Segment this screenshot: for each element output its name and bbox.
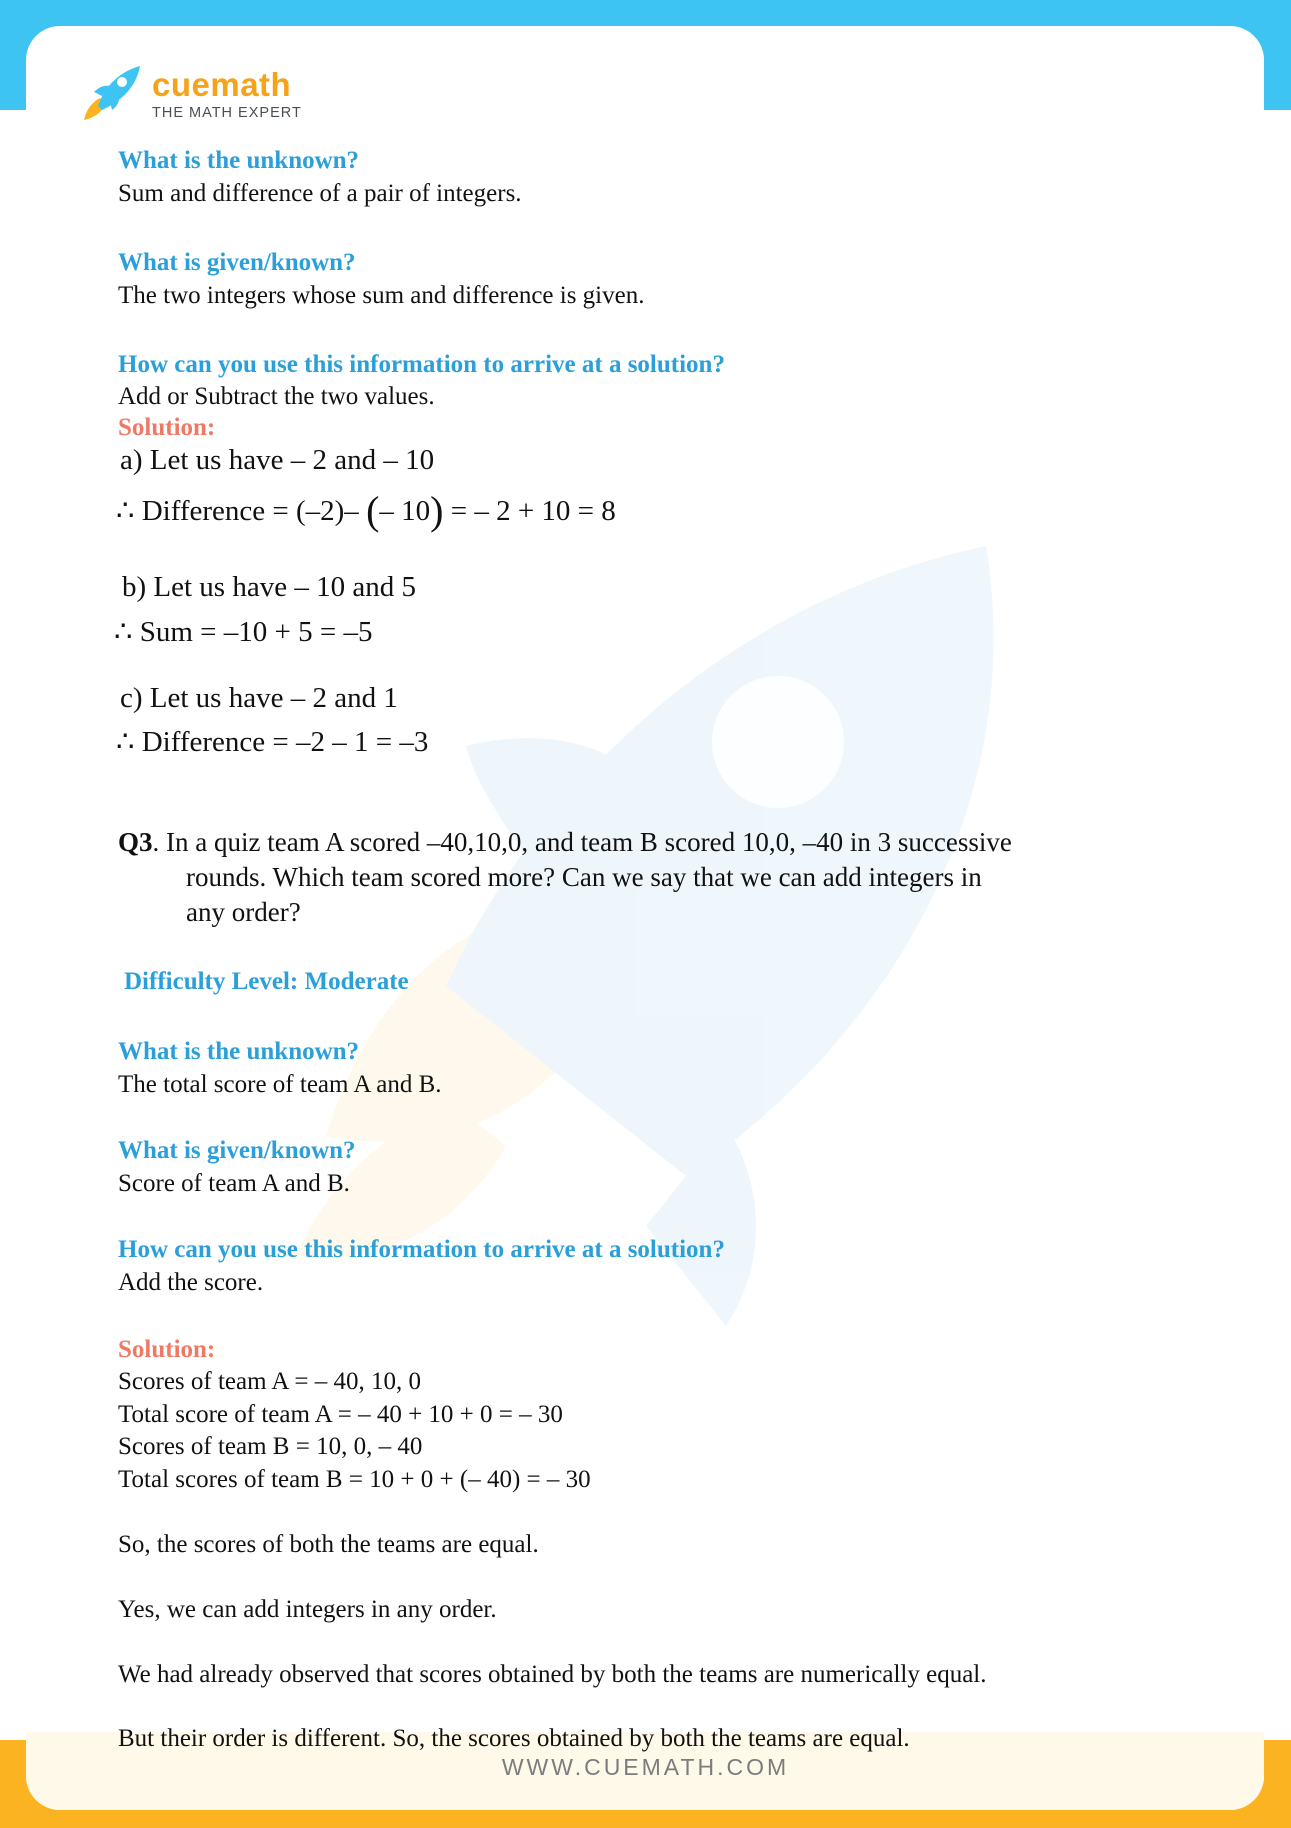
q3-solution-label: Solution: [118, 1336, 216, 1363]
q3-solution-line: Total score of team A = – 40 + 10 + 0 = – 30 [118, 1401, 563, 1428]
q2-part-c-line1: c) Let us have – 2 and 1 [120, 682, 398, 714]
q2-part-a-suffix: = – 2 + 10 = 8 [443, 495, 616, 527]
q3-conclusion: So, the scores of both the teams are equal. [118, 1531, 539, 1558]
close-paren: ) [430, 488, 444, 533]
q2-part-a-line1: a) Let us have – 2 and – 10 [120, 444, 435, 476]
q3-unknown-heading: What is the unknown? [118, 1038, 360, 1065]
brand-tagline: THE MATH EXPERT [152, 105, 302, 121]
q3-solution-line: Total scores of team B = 10 + 0 + (– 40) = – 30 [118, 1466, 591, 1493]
q3-how-text: Add the score. [118, 1269, 264, 1296]
brand-name: cuemath [152, 66, 292, 103]
q3-solution-line: Scores of team A = – 40, 10, 0 [118, 1368, 421, 1395]
q2-how-heading: How can you use this information to arrive at a solution? [118, 351, 725, 378]
q2-given-heading: What is given/known? [118, 249, 356, 276]
q2-part-a-line2 [116, 488, 616, 533]
q3-question-line2: rounds. Which team scored more? Can we say that we can add integers in [186, 862, 982, 892]
q3-label: Q3 [118, 827, 153, 857]
q3-difficulty: Difficulty Level: Moderate [124, 968, 409, 995]
cuemath-rocket-logo-icon [74, 58, 146, 130]
q2-unknown-heading: What is the unknown? [118, 147, 360, 174]
brand-block [152, 66, 302, 122]
q3-solution-line: Scores of team B = 10, 0, – 40 [118, 1433, 423, 1460]
q2-part-b-line2: ∴ Sum = –10 + 5 = –5 [114, 616, 373, 648]
q3-question-line1 [118, 825, 1012, 860]
q2-part-b-line1: b) Let us have – 10 and 5 [122, 571, 416, 603]
q3-unknown-text: The total score of team A and B. [118, 1071, 442, 1098]
q3-how-heading: How can you use this information to arrive at a solution? [118, 1236, 725, 1263]
q2-given-text: The two integers whose sum and difference is given. [118, 282, 645, 309]
open-paren: ( [366, 488, 380, 533]
q3-conclusion: We had already observed that scores obtained by both the teams are numerically equal. [118, 1661, 987, 1688]
q2-solution-label: Solution: [118, 414, 216, 441]
q3-question-line3: any order? [186, 897, 301, 927]
q2-part-a-inner: – 10 [379, 495, 431, 527]
q3-question-text1: . In a quiz team A scored –40,10,0, and team B scored 10,0, –40 in 3 successive [152, 827, 1012, 857]
q3-given-text: Score of team A and B. [118, 1170, 350, 1197]
footer-website: WWW.CUEMATH.COM [501, 1754, 790, 1780]
q2-part-c-line2: ∴ Difference = –2 – 1 = –3 [116, 726, 429, 758]
q2-unknown-text: Sum and difference of a pair of integers. [118, 180, 522, 207]
q2-part-a-prefix: ∴ Difference = (–2)– [116, 495, 359, 527]
q2-how-text: Add or Subtract the two values. [118, 383, 435, 410]
q3-conclusion: Yes, we can add integers in any order. [118, 1596, 497, 1623]
q3-conclusion: But their order is different. So, the scores obtained by both the teams are equal. [118, 1725, 910, 1752]
q3-given-heading: What is given/known? [118, 1137, 356, 1164]
